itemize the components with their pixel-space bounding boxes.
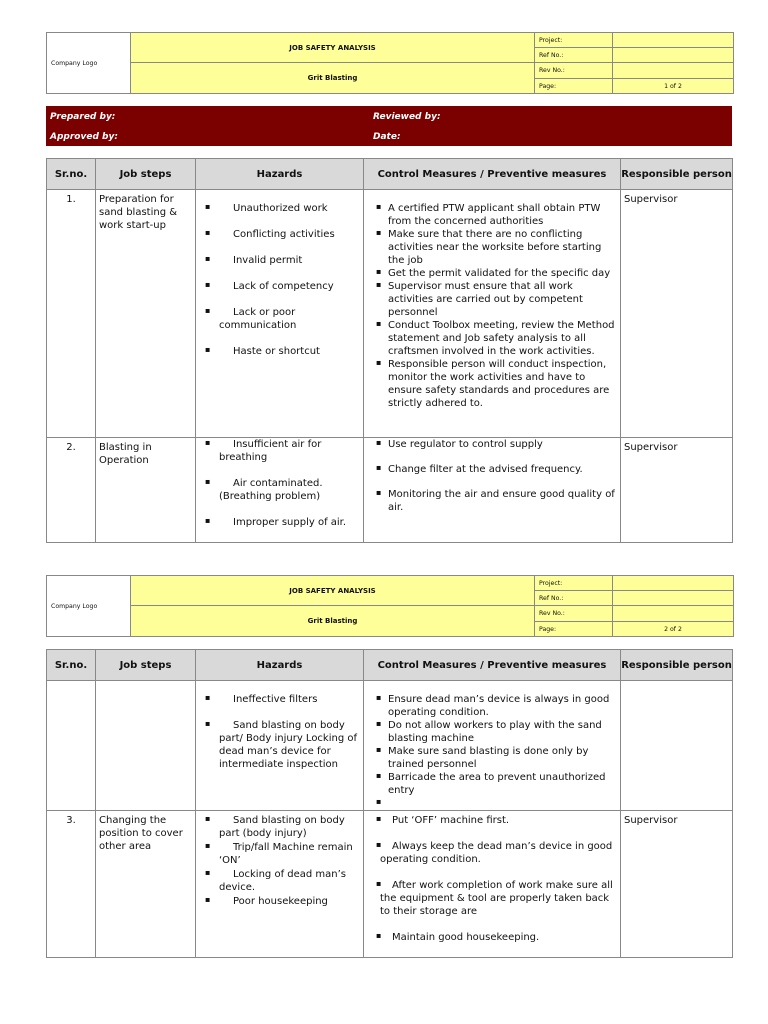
document-title: JOB SAFETY ANALYSIS bbox=[131, 576, 535, 606]
ref-value bbox=[613, 591, 734, 606]
list-item: ▪ Ensure dead man’s device is always in good operating condition. bbox=[388, 693, 616, 719]
list-item: ▪ Change filter at the advised frequency. bbox=[388, 463, 616, 476]
row-controls bbox=[364, 190, 621, 438]
list-item: ▪ Always keep the dead man’s device in good operating condition. bbox=[380, 840, 616, 866]
rev-label: Rev No.: bbox=[535, 606, 613, 622]
reviewed-by-label: Reviewed by: bbox=[373, 112, 441, 122]
row-srno: 2. bbox=[47, 438, 96, 543]
list-item bbox=[388, 797, 616, 810]
row-srno: 3. bbox=[47, 811, 96, 958]
row-srno bbox=[47, 681, 96, 811]
page-label: Page: bbox=[535, 622, 613, 637]
project-value bbox=[613, 33, 734, 48]
list-item: ▪ Sand blasting on body part (body injury) bbox=[205, 814, 360, 840]
approved-by-label: Approved by: bbox=[50, 132, 118, 142]
table-row bbox=[47, 438, 733, 543]
list-item: ▪ Conduct Toolbox meeting, review the Method statement and Job safety analysis to all craftsmen involved in the work activities. bbox=[388, 319, 616, 358]
col-job-steps: Job steps bbox=[96, 650, 196, 681]
list-item: ▪ Insufficient air for breathing bbox=[205, 438, 360, 464]
prepared-by-label: Prepared by: bbox=[50, 112, 116, 122]
list-item: ▪ Locking of dead man’s device. bbox=[205, 868, 360, 894]
list-item: ▪ Sand blasting on body part/ Body injury Locking of dead man’s device for intermediate inspection bbox=[205, 719, 360, 771]
list-item: ▪ Make sure sand blasting is done only by trained personnel bbox=[388, 745, 616, 771]
list-item: ▪ Monitoring the air and ensure good quality of air. bbox=[388, 488, 616, 514]
page-number: 2 of 2 bbox=[613, 622, 734, 637]
table-row bbox=[47, 811, 733, 958]
row-responsible: Supervisor bbox=[621, 438, 733, 543]
project-value bbox=[613, 576, 734, 591]
row-hazards bbox=[196, 190, 364, 438]
row-job-step: Changing the position to cover other area bbox=[96, 811, 196, 958]
row-hazards bbox=[196, 811, 364, 958]
col-control-measures: Control Measures / Preventive measures bbox=[364, 650, 621, 681]
row-responsible bbox=[621, 681, 733, 811]
list-item: ▪ Lack or poor communication bbox=[205, 306, 360, 332]
col-responsible-person: Responsible person bbox=[621, 650, 733, 681]
list-item: ▪ Responsible person will conduct inspection, monitor the work activities and have to ensure safety standards and procedures are strictly adhered to. bbox=[388, 358, 616, 410]
col-srno: Sr.no. bbox=[47, 159, 96, 190]
row-hazards bbox=[196, 438, 364, 543]
col-control-measures: Control Measures / Preventive measures bbox=[364, 159, 621, 190]
ref-value bbox=[613, 48, 734, 63]
list-item: ▪ Air contaminated. (Breathing problem) bbox=[205, 477, 360, 503]
header-table-page2 bbox=[46, 575, 734, 637]
company-logo: Company Logo bbox=[47, 33, 131, 94]
list-item: ▪ Unauthorized work bbox=[205, 202, 360, 215]
ref-label: Ref No.: bbox=[535, 591, 613, 606]
list-item: ▪ Ineffective filters bbox=[205, 693, 360, 706]
rev-value bbox=[613, 63, 734, 79]
table-row bbox=[47, 681, 733, 811]
list-item: ▪ Supervisor must ensure that all work activities are carried out by competent personnel bbox=[388, 280, 616, 319]
row-responsible: Supervisor bbox=[621, 811, 733, 958]
jsa-table-page2 bbox=[46, 649, 733, 958]
row-srno: 1. bbox=[47, 190, 96, 438]
signoff-band bbox=[46, 106, 732, 146]
list-item: ▪ Barricade the area to prevent unauthorized entry bbox=[388, 771, 616, 797]
page-label: Page: bbox=[535, 79, 613, 94]
list-item: ▪ Do not allow workers to play with the sand blasting machine bbox=[388, 719, 616, 745]
col-responsible-person: Responsible person bbox=[621, 159, 733, 190]
list-item: ▪ Invalid permit bbox=[205, 254, 360, 267]
project-label: Project: bbox=[535, 576, 613, 591]
company-logo: Company Logo bbox=[47, 576, 131, 637]
row-controls bbox=[364, 438, 621, 543]
document-title: JOB SAFETY ANALYSIS bbox=[131, 33, 535, 63]
list-item: ▪ A certified PTW applicant shall obtain PTW from the concerned authorities bbox=[388, 202, 616, 228]
list-item: ▪ Get the permit validated for the specific day bbox=[388, 267, 616, 280]
rev-value bbox=[613, 606, 734, 622]
table-row bbox=[47, 190, 733, 438]
date-label: Date: bbox=[373, 132, 401, 142]
list-item: ▪ Trip/fall Machine remain ‘ON’ bbox=[205, 841, 360, 867]
row-controls bbox=[364, 811, 621, 958]
rev-label: Rev No.: bbox=[535, 63, 613, 79]
list-item: ▪ Maintain good housekeeping. bbox=[380, 931, 616, 944]
row-controls bbox=[364, 681, 621, 811]
col-job-steps: Job steps bbox=[96, 159, 196, 190]
row-responsible: Supervisor bbox=[621, 190, 733, 438]
document-subtitle: Grit Blasting bbox=[131, 606, 535, 637]
row-job-step bbox=[96, 681, 196, 811]
row-job-step: Blasting in Operation bbox=[96, 438, 196, 543]
list-item: ▪ Use regulator to control supply bbox=[388, 438, 616, 451]
ref-label: Ref No.: bbox=[535, 48, 613, 63]
list-item: ▪ Lack of competency bbox=[205, 280, 360, 293]
header-table-page1 bbox=[46, 32, 734, 94]
row-job-step: Preparation for sand blasting & work start-up bbox=[96, 190, 196, 438]
col-hazards: Hazards bbox=[196, 650, 364, 681]
list-item: ▪ Conflicting activities bbox=[205, 228, 360, 241]
list-item: ▪ Poor housekeeping bbox=[205, 895, 360, 908]
list-item: ▪ Improper supply of air. bbox=[205, 516, 360, 529]
page-number: 1 of 2 bbox=[613, 79, 734, 94]
document-subtitle: Grit Blasting bbox=[131, 63, 535, 94]
list-item: ▪ Make sure that there are no conflicting activities near the worksite before starting the job bbox=[388, 228, 616, 267]
col-srno: Sr.no. bbox=[47, 650, 96, 681]
list-item: ▪ Haste or shortcut bbox=[205, 345, 360, 358]
list-item: ▪ After work completion of work make sure all the equipment & tool are properly taken back to their storage are bbox=[380, 879, 616, 918]
row-hazards bbox=[196, 681, 364, 811]
jsa-table-page1 bbox=[46, 158, 733, 543]
list-item: ▪ Put ‘OFF’ machine first. bbox=[380, 814, 616, 827]
project-label: Project: bbox=[535, 33, 613, 48]
col-hazards: Hazards bbox=[196, 159, 364, 190]
